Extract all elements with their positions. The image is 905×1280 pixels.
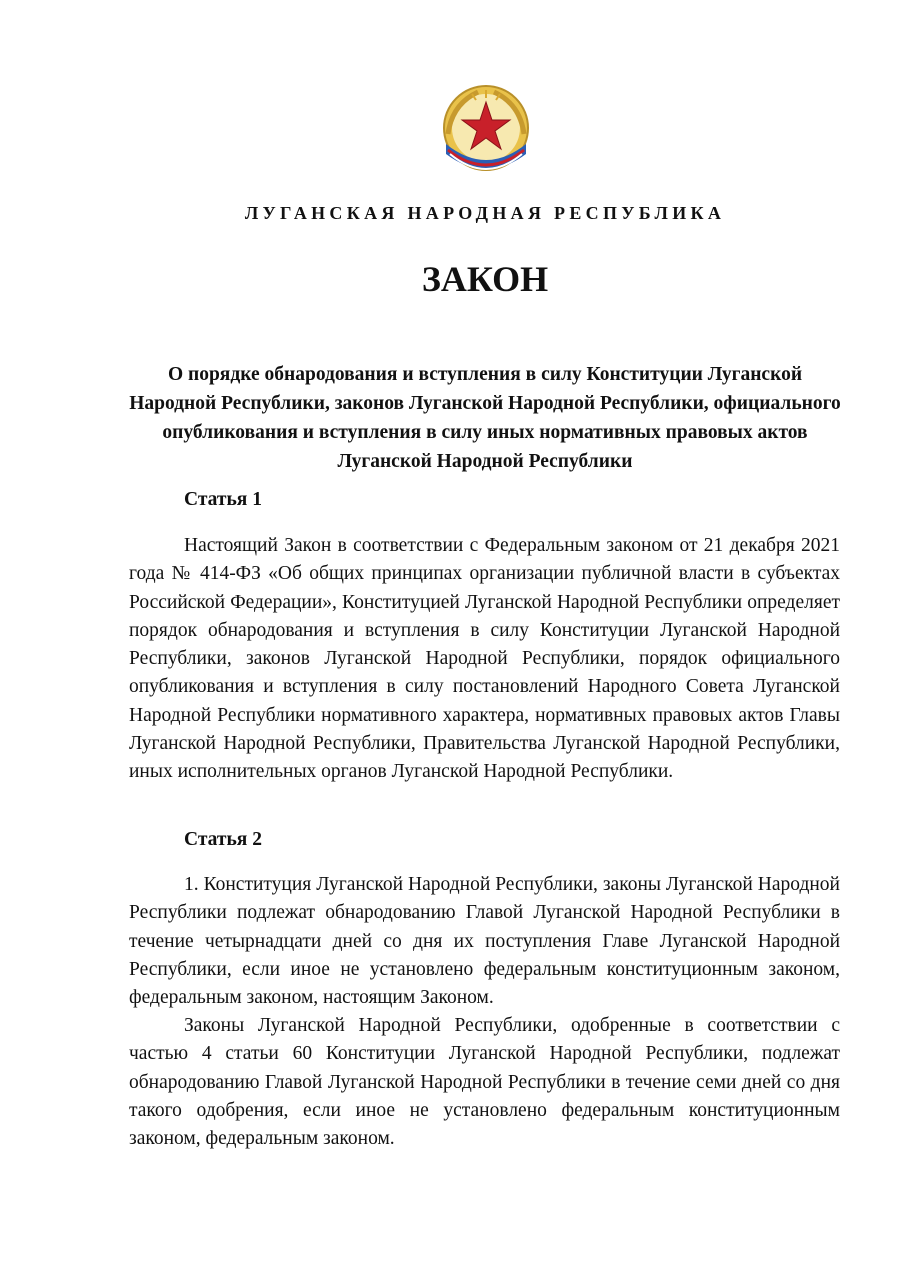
article-1-heading: Статья 1 — [184, 489, 262, 510]
document-type-title: ЗАКОН — [421, 259, 549, 299]
article-2-paragraph-1: 1. Конституция Луганской Народной Республики, законы Луганской Народной Республики подлежат обнародованию Главой Луганской Народной Республики в течение четырнадцати дней со дня их поступления Главе Луганской Народной Республики, если иное не установлено федеральным конституционным законом, федеральным законом, настоящим Законом. — [129, 874, 840, 1009]
republic-name: ЛУГАНСКАЯ НАРОДНАЯ РЕСПУБЛИКА — [244, 203, 726, 223]
article-2-paragraph-2: Законы Луганской Народной Республики, одобренные в соответствии с частью 4 статьи 60 Конституции Луганской Народной Республики, подлежат обнародованию Главой Луганской Народной Республики в течение семи дней со дня такого одобрения, если иное не установлено федеральным конституционным законом, федеральным законом. — [129, 1015, 840, 1150]
article-1-paragraph-1: Настоящий Закон в соответствии с Федеральным законом от 21 декабря 2021 года № 414-ФЗ «Об общих принципах организации публичной власти в субъектах Российской Федерации», Конституцией Луганской Народной Республики определяет порядок обнародования и вступления в силу Конституции Луганской Народной Республики, законов Луганской Народной Республики, порядок официального опубликования и вступления в силу постановлений Народного Совета Луганской Народной Республики нормативного характера, нормативных правовых актов Главы Луганской Народной Республики, Правительства Луганской Народной Республики, иных исполнительных органов Луганской Народной Республики. — [129, 535, 840, 783]
coat-of-arms-icon — [438, 84, 534, 172]
law-subject-title: О порядке обнародования и вступления в силу Конституции Луганской Народной Республики, законов Луганской Народной Республики, официального опубликования и вступления в силу иных нормативных правовых актов Луганской Народной Республики — [129, 364, 841, 472]
article-2-heading: Статья 2 — [184, 829, 262, 850]
